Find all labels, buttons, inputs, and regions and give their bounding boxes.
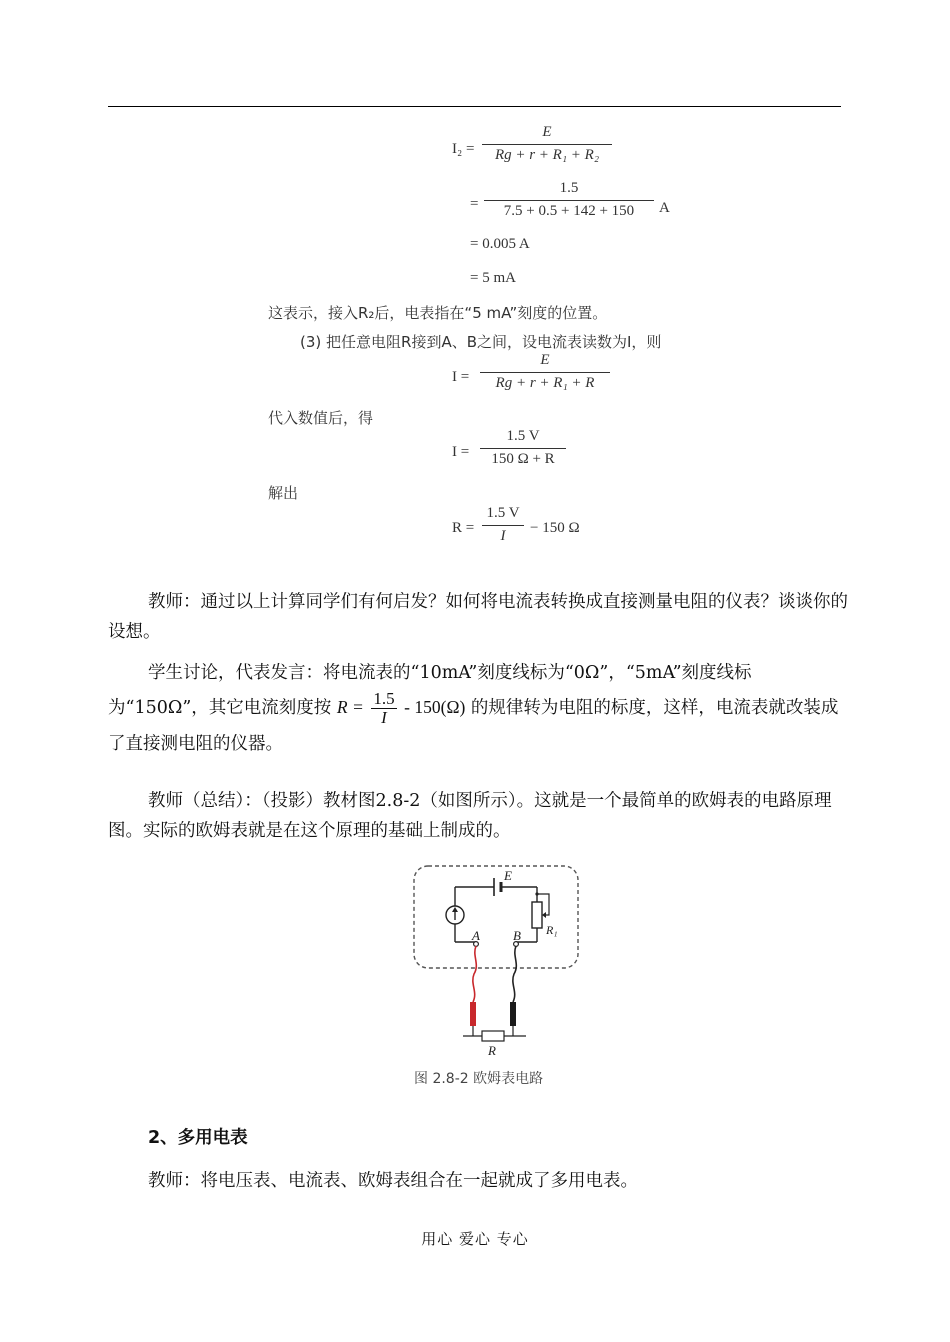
eq7-lhs: R = bbox=[452, 520, 475, 536]
eq5-denominator: Rg + r + R₁ + R bbox=[495, 375, 595, 391]
eq2-numerator: 1.5 bbox=[559, 180, 579, 196]
eq5-numerator: E bbox=[540, 352, 550, 368]
eq5-lhs: I = bbox=[452, 369, 470, 385]
inline-formula-tail: - 150(Ω) bbox=[404, 697, 466, 717]
black-probe bbox=[510, 1002, 516, 1026]
section-heading: 2、多用电表 bbox=[148, 1128, 248, 1148]
page-footer: 用心 爱心 专心 bbox=[421, 1230, 529, 1248]
eq6-denominator: 150 Ω + R bbox=[491, 451, 555, 467]
eq2-equals: = bbox=[470, 196, 479, 212]
eq3: = 0.005 A bbox=[470, 236, 530, 252]
eq1-numerator: E bbox=[542, 124, 552, 140]
eq5-fraction bbox=[480, 352, 610, 392]
eq6-lhs: I = bbox=[452, 444, 470, 460]
ohmmeter-circuit-figure bbox=[406, 860, 586, 1060]
black-test-lead bbox=[513, 946, 516, 1002]
derivation-solve: 解出 bbox=[268, 484, 299, 502]
label-r: R bbox=[488, 1043, 496, 1058]
paragraph-multimeter: 教师：将电压表、电流表、欧姆表组合在一起就成了多用电表。 bbox=[148, 1171, 638, 1191]
derivation-part3: (3) 把任意电阻R接到A、B之间，设电流表读数为I，则 bbox=[300, 333, 662, 351]
eq7-denominator: I bbox=[500, 528, 506, 544]
paragraph-student-discussion: 学生讨论，代表发言：将电流表的“10mA”刻度线标为“0Ω”，“5mA”刻度线标为“150Ω”，其它电流刻度按 R = $\frac{1.5}{I}$ - 150(Ω) 的规律转为电阻的标度，这样，电流表就改装成了直接测电阻的仪器。 bbox=[108, 663, 839, 754]
label-e: E bbox=[504, 868, 512, 883]
paragraph-teacher-summary: 教师（总结）：（投影）教材图2.8-2（如图所示）。这就是一个最简单的欧姆表的电路原理图。实际的欧姆表就是在这个原理的基础上制成的。 bbox=[108, 791, 832, 841]
inline-formula-lhs: R = bbox=[336, 697, 364, 717]
label-a: A bbox=[472, 928, 480, 943]
external-resistor-r bbox=[482, 1031, 504, 1041]
inline-formula-fraction: $\frac{1.5}{I}$ bbox=[373, 689, 395, 727]
eq1-denominator: Rg + r + R₁ + R₂ bbox=[494, 147, 600, 163]
eq2-denominator: 7.5 + 0.5 + 142 + 150 bbox=[503, 203, 635, 219]
header-rule bbox=[108, 106, 841, 107]
eq7-tail: − 150 Ω bbox=[530, 520, 580, 536]
eq2-unit: A bbox=[659, 200, 670, 216]
figure-caption: 图 2.8-2 欧姆表电路 bbox=[414, 1071, 544, 1087]
red-test-lead bbox=[473, 946, 476, 1002]
eq6-fraction bbox=[480, 428, 566, 468]
eq1-lhs: I₂ = bbox=[452, 141, 475, 157]
paragraph-teacher-question: 教师：通过以上计算同学们有何启发？如何将电流表转换成直接测量电阻的仪表？谈谈你的设想。 bbox=[108, 592, 848, 642]
eq4: = 5 mA bbox=[470, 270, 516, 286]
eq6-numerator: 1.5 V bbox=[506, 428, 540, 444]
label-r1: R₁ bbox=[546, 923, 558, 937]
eq7-numerator: 1.5 V bbox=[486, 505, 520, 521]
meter-enclosure bbox=[414, 866, 578, 968]
eq7-fraction bbox=[482, 505, 524, 545]
eq2-fraction bbox=[484, 180, 654, 220]
derivation-substitute: 代入数值后，得 bbox=[268, 409, 374, 427]
label-b: B bbox=[513, 928, 521, 943]
variable-resistor-r1 bbox=[532, 902, 542, 928]
eq1-fraction bbox=[482, 124, 612, 164]
derivation-note: 这表示，接入R₂后，电表指在“5 mA”刻度的位置。 bbox=[268, 304, 608, 322]
red-probe bbox=[470, 1002, 476, 1026]
